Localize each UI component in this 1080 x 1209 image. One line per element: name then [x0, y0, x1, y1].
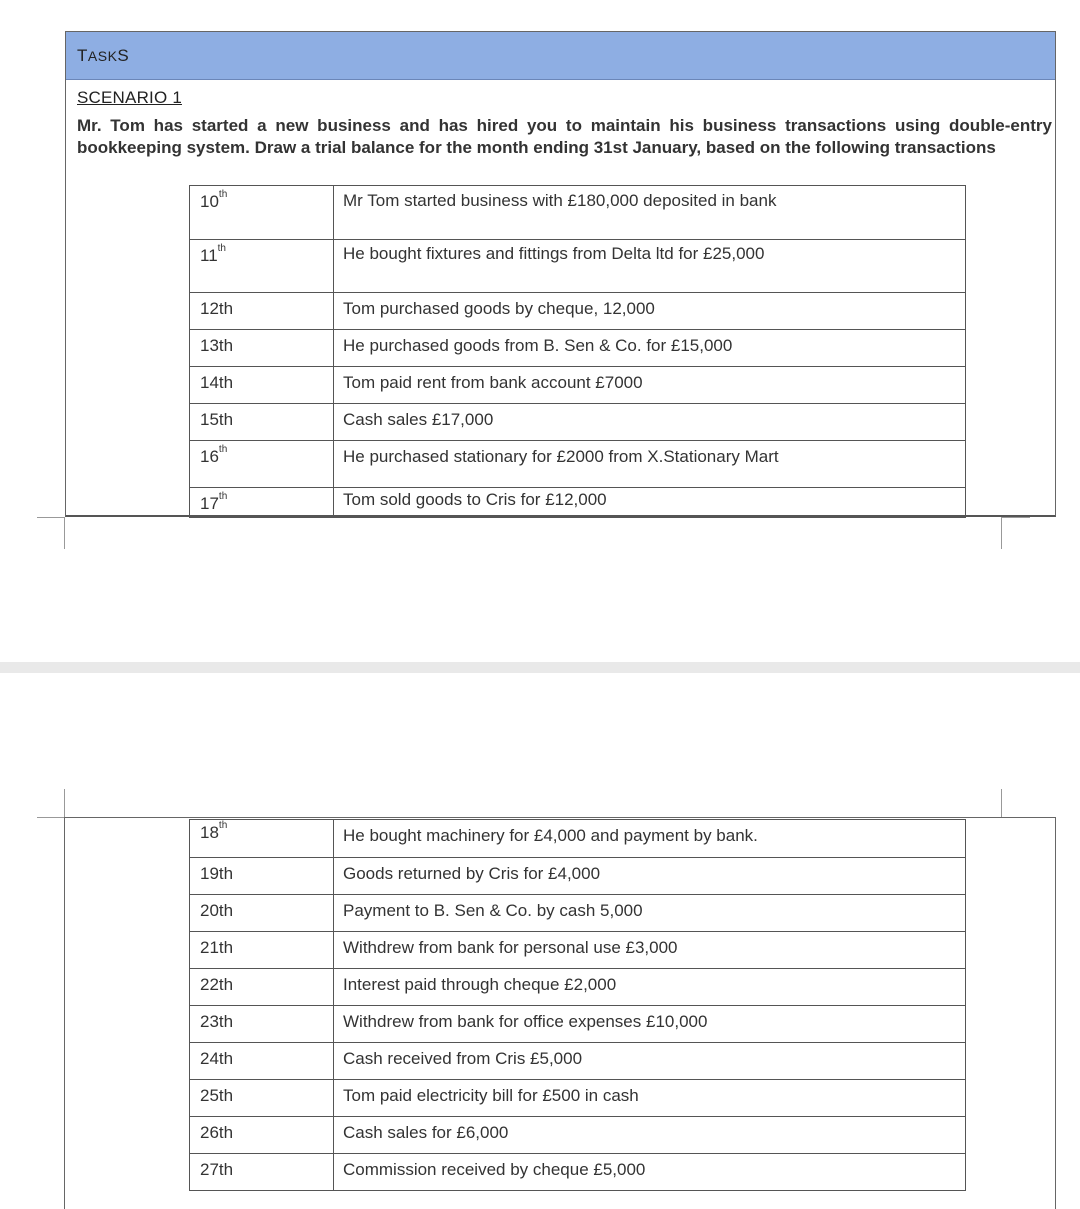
- transaction-cell: Cash sales for £6,000: [334, 1117, 966, 1154]
- transactions-table-1: [189, 185, 966, 518]
- table-row: [190, 1117, 966, 1154]
- page-corner-mark: [37, 517, 65, 518]
- transaction-cell: Tom purchased goods by cheque, 12,000: [334, 293, 966, 330]
- date-cell: 13th: [190, 330, 334, 367]
- date-cell: 18th: [190, 820, 334, 858]
- date-cell: 12th: [190, 293, 334, 330]
- transaction-cell: He purchased goods from B. Sen & Co. for £15,000: [334, 330, 966, 367]
- table-row: [190, 240, 966, 293]
- table-row: [190, 404, 966, 441]
- table-row: [190, 367, 966, 404]
- page-2-top-border: [64, 817, 1056, 818]
- table-row: [190, 1080, 966, 1117]
- tasks-end: S: [117, 46, 130, 65]
- page-corner-mark: [64, 517, 65, 549]
- date-cell: 24th: [190, 1043, 334, 1080]
- date-cell: 22th: [190, 969, 334, 1006]
- date-cell: 25th: [190, 1080, 334, 1117]
- date-cell: 19th: [190, 858, 334, 895]
- date-cell: 17th: [190, 488, 334, 518]
- transaction-cell: He purchased stationary for £2000 from X.Stationary Mart: [334, 441, 966, 488]
- date-cell: 11th: [190, 240, 334, 293]
- table-row: [190, 293, 966, 330]
- transactions-table-2: [189, 819, 966, 1191]
- date-cell: 14th: [190, 367, 334, 404]
- table-row: [190, 858, 966, 895]
- tasks-header: [66, 32, 1055, 80]
- date-cell: 27th: [190, 1154, 334, 1191]
- transaction-cell: Withdrew from bank for office expenses £10,000: [334, 1006, 966, 1043]
- transaction-cell: Cash received from Cris £5,000: [334, 1043, 966, 1080]
- date-cell: 10th: [190, 186, 334, 240]
- page-corner-mark: [1001, 517, 1002, 549]
- transaction-cell: Interest paid through cheque £2,000: [334, 969, 966, 1006]
- table-row: [190, 895, 966, 932]
- table-row: [190, 969, 966, 1006]
- transaction-cell: Withdrew from bank for personal use £3,000: [334, 932, 966, 969]
- transaction-cell: He bought machinery for £4,000 and payment by bank.: [334, 820, 966, 858]
- tasks-small: ASK: [87, 48, 118, 64]
- transaction-cell: Commission received by cheque £5,000: [334, 1154, 966, 1191]
- scenario-title: SCENARIO 1: [77, 88, 182, 107]
- transaction-cell: He bought fixtures and fittings from Delta ltd for £25,000: [334, 240, 966, 293]
- date-cell: 20th: [190, 895, 334, 932]
- date-cell: 15th: [190, 404, 334, 441]
- table-row: [190, 1043, 966, 1080]
- date-cell: 16th: [190, 441, 334, 488]
- page-corner-mark: [1001, 789, 1002, 817]
- table-row: [190, 186, 966, 240]
- table-row: [190, 1006, 966, 1043]
- table-row: [190, 820, 966, 858]
- page-corner-mark: [37, 817, 65, 818]
- table-row: [190, 932, 966, 969]
- table-row: [190, 441, 966, 488]
- table-row: [190, 330, 966, 367]
- page-2-left-border: [64, 817, 65, 1209]
- table-row: [190, 1154, 966, 1191]
- date-cell: 23th: [190, 1006, 334, 1043]
- tasks-cap: T: [77, 46, 88, 65]
- page-2-right-border: [1055, 817, 1056, 1209]
- date-cell: 21th: [190, 932, 334, 969]
- page-separator: [0, 662, 1080, 673]
- transaction-cell: Goods returned by Cris for £4,000: [334, 858, 966, 895]
- scenario-intro: Mr. Tom has started a new business and has hired you to maintain his business transactions using double-entry bookkeeping system. Draw a trial balance for the month ending 31st January, based on the following transactions: [77, 116, 1052, 157]
- transaction-cell: Cash sales £17,000: [334, 404, 966, 441]
- transaction-cell: Payment to B. Sen & Co. by cash 5,000: [334, 895, 966, 932]
- date-cell: 26th: [190, 1117, 334, 1154]
- transaction-cell: Tom sold goods to Cris for £12,000: [334, 488, 966, 518]
- transaction-cell: Mr Tom started business with £180,000 deposited in bank: [334, 186, 966, 240]
- transaction-cell: Tom paid electricity bill for £500 in cash: [334, 1080, 966, 1117]
- page-corner-mark: [64, 789, 65, 817]
- table-row: [190, 488, 966, 518]
- page-corner-mark: [1001, 517, 1030, 518]
- transaction-cell: Tom paid rent from bank account £7000: [334, 367, 966, 404]
